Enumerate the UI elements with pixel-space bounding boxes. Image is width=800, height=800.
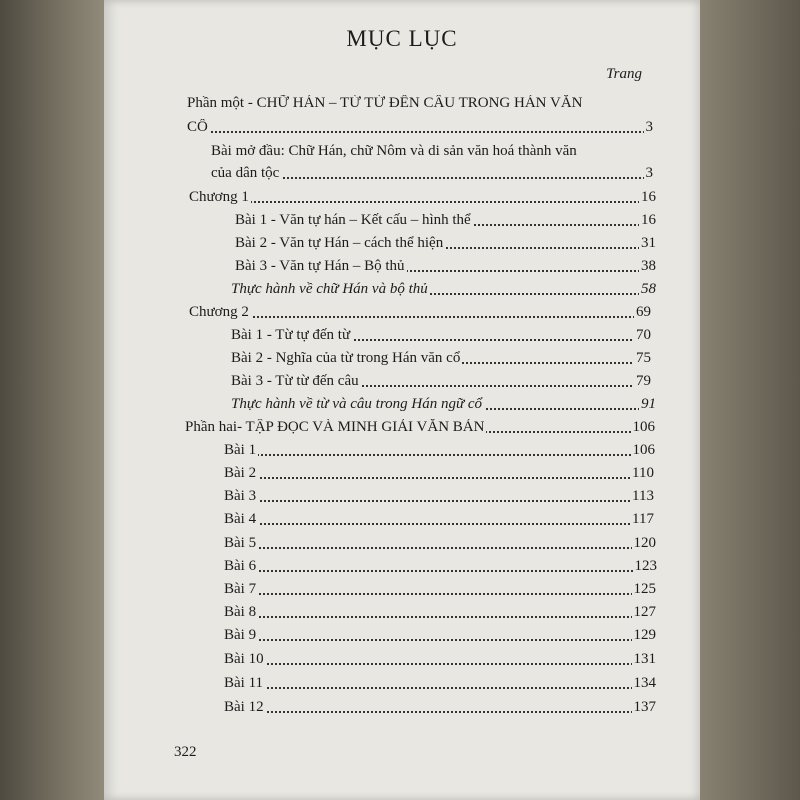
toc-entry: Bài 1 - Văn tự hán – Kết cấu – hình thể 16 [235, 212, 656, 228]
toc-entry: Bài 6 123 [224, 558, 657, 574]
toc-entry: Bài 1 106 [224, 442, 655, 458]
toc-entry: Bài 2 110 [224, 465, 654, 481]
toc-entry: Thực hành về từ và câu trong Hán ngữ cổ 91 [231, 396, 656, 412]
toc-entry: Chương 2 69 [189, 304, 651, 320]
toc-entry: của dân tộc 3 [211, 165, 653, 181]
toc-entry: Bài 7 125 [224, 581, 656, 597]
toc-entry: Phần hai- TẬP ĐỌC VÀ MINH GIẢI VĂN BẢN 106 [185, 419, 655, 435]
toc-entry: Bài mở đầu: Chữ Hán, chữ Nôm và di sản văn hoá thành văn [211, 143, 577, 159]
toc-entry: Bài 3 113 [224, 488, 654, 504]
toc-entry: Bài 9 129 [224, 627, 656, 643]
toc-entry: Bài 8 127 [224, 604, 656, 620]
toc-entry: Bài 3 - Văn tự Hán – Bộ thủ 38 [235, 258, 656, 274]
toc-entry: Chương 1 16 [189, 189, 656, 205]
toc-entry: Bài 11 134 [224, 675, 656, 691]
toc-entry: CỔ 3 [187, 119, 653, 135]
background-right [690, 0, 800, 800]
toc-entry: Bài 5 120 [224, 535, 656, 551]
page-number: 322 [174, 744, 197, 760]
toc-entry: Bài 10 131 [224, 651, 656, 667]
toc-entry: Bài 12 137 [224, 699, 656, 715]
background-left [0, 0, 110, 800]
page-title: MỤC LỤC [346, 26, 458, 51]
toc-entry: Bài 1 - Từ tự đến từ 70 [231, 327, 651, 343]
book-page [104, 0, 700, 800]
toc-entry: Bài 4 117 [224, 511, 654, 527]
toc-entry: Bài 3 - Từ từ đến câu 79 [231, 373, 651, 389]
toc-entry: Thực hành về chữ Hán và bộ thủ 58 [231, 281, 656, 297]
toc-entry: Bài 2 - Văn tự Hán – cách thể hiện 31 [235, 235, 656, 251]
page-column-label: Trang [606, 66, 642, 82]
toc-entry: Phần một - CHỮ HÁN – TỪ TỪ ĐẾN CÂU TRONG HÁN VĂN [187, 95, 583, 111]
toc-entry: Bài 2 - Nghĩa của từ trong Hán văn cổ 75 [231, 350, 651, 366]
